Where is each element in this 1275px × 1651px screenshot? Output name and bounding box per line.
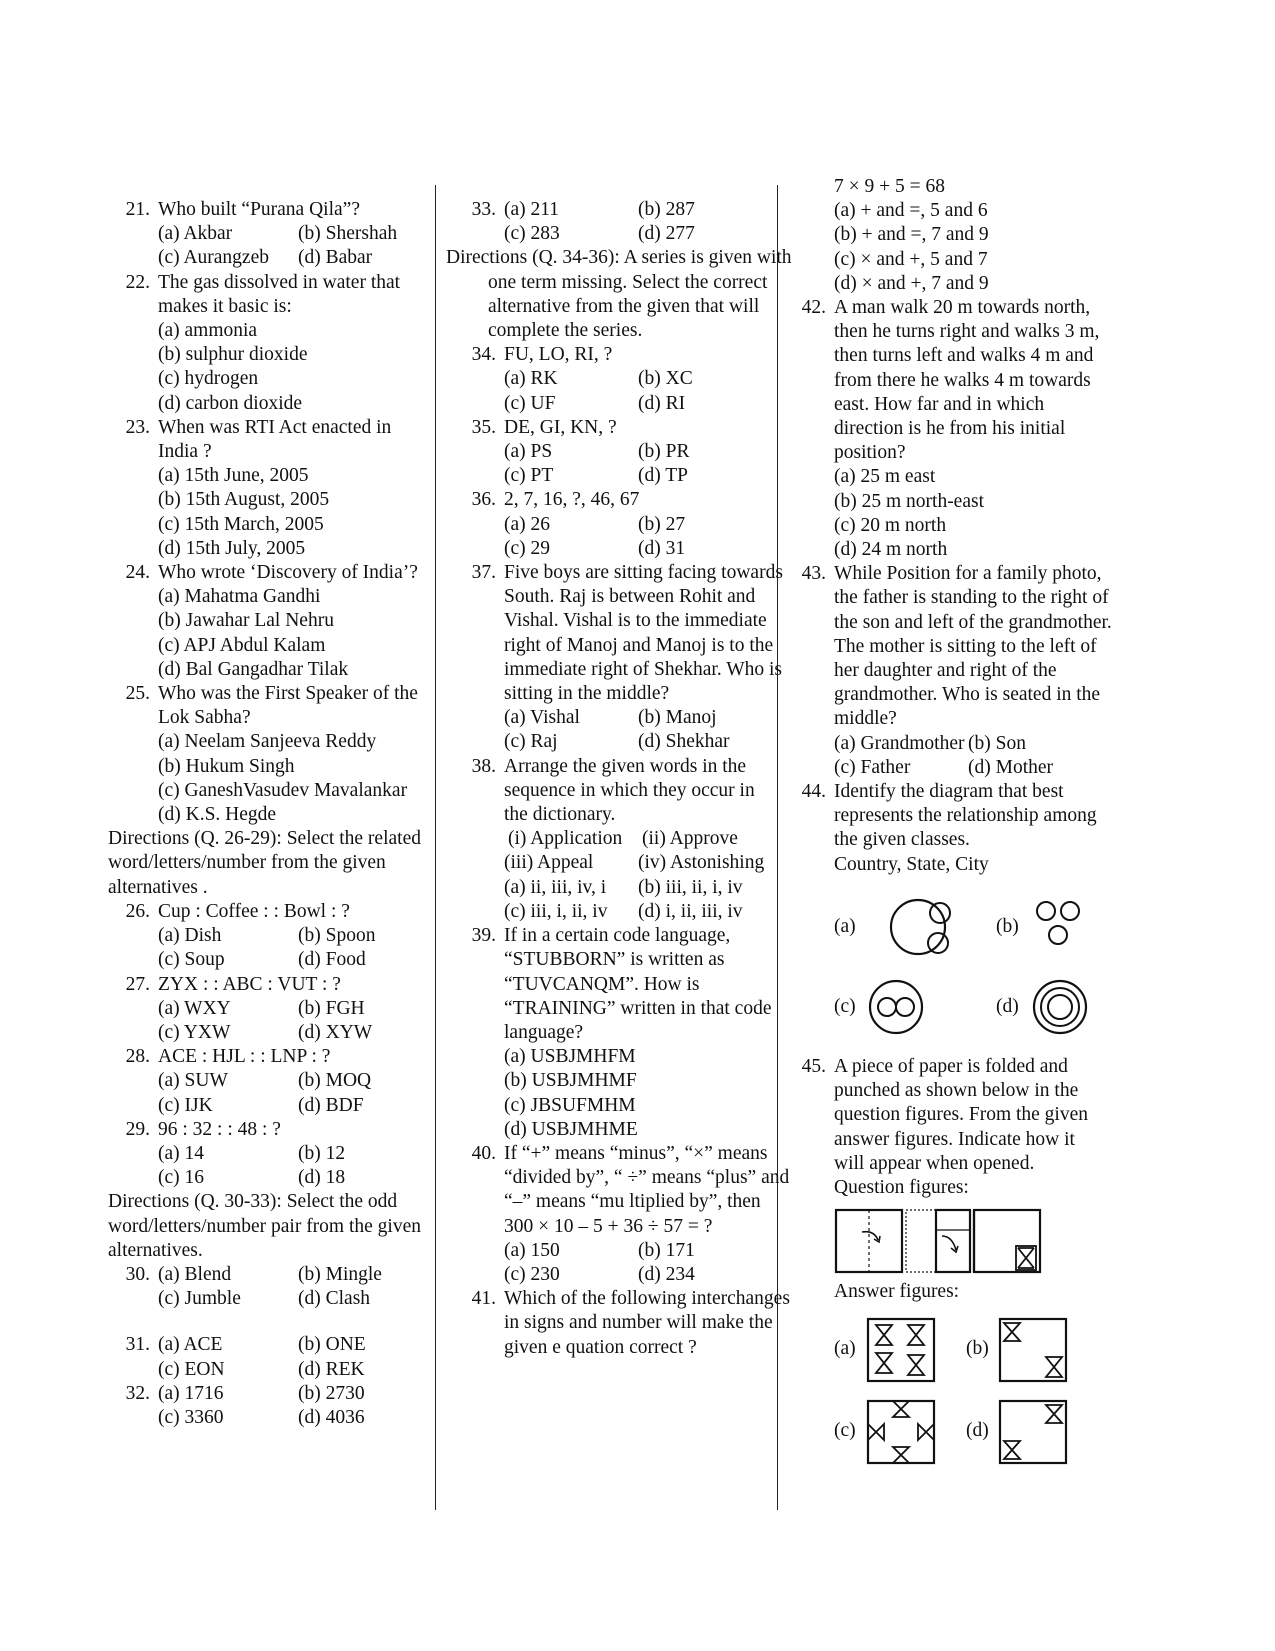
option-c: (c) GaneshVasudev Mavalankar (158, 779, 408, 801)
option-a: (a) USBJMHFM (504, 1046, 636, 1068)
option-b: (b) 287 (638, 199, 695, 220)
answer-label-d: (d) (966, 1420, 989, 1442)
diagram-label-d: (d) (996, 995, 1019, 1017)
option-a: (a) PS (504, 441, 553, 463)
option-c: (c) IJK (158, 1094, 213, 1116)
option-d: (d) Bal Gangadhar Tilak (158, 658, 349, 680)
answer-figure-a (866, 1313, 946, 1385)
question-38: 38. Arrange the given words in the sequence in which they occur in the dictionary. (i) Application (ii) Approve (iii) Appeal (iv) Astonishing (a) ii, iii, iv, i (b) iii, ii, i, iv (c) iii, i, ii, iv (d) i, ii, iii, iv (454, 755, 794, 924)
option-b: (b) USBJMHMF (504, 1070, 637, 1092)
venn-diagram-c (866, 969, 976, 1045)
option-d: (d) USBJMHME (504, 1118, 638, 1140)
option-c: (c) EON (158, 1358, 225, 1380)
option-d: (d) REK (298, 1358, 365, 1380)
option-a: (a) Vishal (504, 707, 580, 729)
question-41: 41. Which of the following interchanges in signs and number will make the given e quation correct ? (471, 1288, 790, 1358)
question-23: 23. When was RTI Act enacted in India ? (a) 15th June, 2005 (b) 15th August, 2005 (c) 15th March, 2005 (d) 15th July, 2005 (108, 416, 448, 561)
option-d: (d) Babar (298, 247, 373, 269)
option-b: (b) Shershah (298, 223, 398, 245)
option-b: (b) 2730 (298, 1382, 365, 1404)
question-30: 30. (a) Blend (b) Mingle (c) Jumble (d) Clash (108, 1263, 448, 1311)
question-figures (834, 1206, 1054, 1278)
option-a: (a) WXY (158, 997, 231, 1019)
option-a: (a) 1716 (158, 1382, 224, 1404)
option-a: (a) Akbar (158, 223, 233, 245)
option-b: (b) Son (968, 732, 1026, 754)
question-36: 36. 2, 7, 16, ?, 46, 67 (a) 26 (b) 27 (c) 29 (d) 31 (454, 488, 794, 561)
diagram-label-a: (a) (834, 915, 856, 937)
option-d: (d) 234 (638, 1263, 695, 1285)
equation: 7 × 9 + 5 = 68 (834, 176, 945, 197)
answer-figure-b (998, 1313, 1078, 1385)
venn-diagram-b (1028, 889, 1098, 965)
option-a: (a) SUW (158, 1070, 228, 1092)
option-a: (a) Neelam Sanjeeva Reddy (158, 731, 377, 753)
option-d: (d) 277 (638, 223, 695, 245)
answer-figure-c (866, 1395, 946, 1467)
option-a: (a) RK (504, 368, 558, 390)
option-c: (c) × and +, 5 and 7 (834, 248, 988, 270)
option-b: (b) XC (638, 368, 693, 390)
directions-26-29: Directions (Q. 26-29): Select the related word/letters/number from the given alternatives . (108, 828, 421, 898)
option-b: (b) MOQ (298, 1070, 372, 1092)
option-d: (d) 31 (638, 537, 686, 559)
answer-figure-d (998, 1395, 1078, 1467)
question-44: 44. Identify the diagram that best represents the relationship among the given classes. Country, State, City (a) (b) (c) (d) (790, 780, 1130, 1047)
option-b: (b) FGH (298, 997, 365, 1019)
option-c: (c) 29 (504, 537, 551, 559)
answer-figures-label: Answer figures: (834, 1281, 960, 1303)
question-42: 42. A man walk 20 m towards north, then he turns right and walks 3 m, then turns left and walks 4 m and from there he walks 4 m towards east. How far and in which direction is he from his initial position? (a) 25 m east (b) 25 m north-east (c) 20 m north (d) 24 m north (790, 296, 1130, 562)
option-b: (b) 12 (298, 1142, 346, 1164)
option-a: (a) Dish (158, 925, 222, 947)
question-figures-label: Question figures: (834, 1176, 969, 1198)
question-26: 26. Cup : Coffee : : Bowl : ? (a) Dish (b) Spoon (c) Soup (d) Food (108, 900, 448, 973)
option-c: (c) APJ Abdul Kalam (158, 634, 326, 656)
option-b: (b) Hukum Singh (158, 755, 295, 777)
question-35: 35. DE, GI, KN, ? (a) PS (b) PR (c) PT (d) TP (454, 416, 794, 489)
answer-label-b: (b) (966, 1338, 989, 1360)
option-d: (d) TP (638, 465, 689, 487)
option-c: (c) Father (834, 756, 911, 778)
option-b: (b) ONE (298, 1334, 366, 1356)
option-c: (c) JBSUFMHM (504, 1094, 636, 1116)
option-b: (b) Jawahar Lal Nehru (158, 610, 334, 632)
option-d: (d) × and +, 7 and 9 (834, 272, 989, 294)
question-39: 39. If in a certain code language, “STUBBORN” is written as “TUVCANQM”. How is “TRAINING” written in that code language? (a) USBJMHFM (b) USBJMHMF (c) JBSUFMHM (d) USBJMHME (454, 924, 794, 1142)
option-a: (a) Grandmother (834, 732, 965, 754)
option-c: (c) 3360 (158, 1406, 224, 1428)
option-b: (b) iii, ii, i, iv (638, 876, 743, 898)
option-b: (b) 25 m north-east (834, 490, 985, 512)
question-21: 21. Who built “Purana Qila”? (a) Akbar (b) Shershah (c) Aurangzeb (d) Babar (108, 198, 448, 271)
option-c: (c) Jumble (158, 1288, 241, 1310)
diagram-label-c: (c) (834, 995, 856, 1017)
option-a: (a) Mahatma Gandhi (158, 586, 321, 608)
word-iv: (iv) Astonishing (638, 852, 765, 874)
option-c: (c) UF (504, 392, 556, 414)
question-27: 27. ZYX : : ABC : VUT : ? (a) WXY (b) FGH (c) YXW (d) XYW (108, 973, 448, 1046)
question-31: 31. (a) ACE (b) ONE (c) EON (d) REK (108, 1333, 448, 1381)
word-i: (i) Application (508, 828, 623, 850)
option-a: (a) 14 (158, 1142, 205, 1164)
option-a: (a) 211 (504, 199, 560, 220)
option-b: (b) 27 (638, 513, 686, 535)
option-b: (b) 171 (638, 1239, 695, 1261)
word-ii: (ii) Approve (642, 828, 738, 850)
question-24: 24. Who wrote ‘Discovery of India’? (a) Mahatma Gandhi (b) Jawahar Lal Nehru (c) APJ Abdul Kalam (d) Bal Gangadhar Tilak (108, 561, 448, 682)
diagram-label-b: (b) (996, 915, 1019, 937)
question-37: 37. Five boys are sitting facing towards South. Raj is between Rohit and Vishal. Vishal is to the immediate right of Manoj and Manoj is to the immediate right of Shekhar. Who is sitting in the middle? (a) Vishal (b) Manoj (c) Raj (d) Shekhar (454, 561, 794, 755)
option-b: (b) sulphur dioxide (158, 344, 308, 366)
option-b: (b) Spoon (298, 925, 376, 947)
question-28: 28. ACE : HJL : : LNP : ? (a) SUW (b) MOQ (c) IJK (d) BDF (108, 1045, 448, 1118)
question-41-options (790, 199, 1130, 296)
option-d: (d) XYW (298, 1021, 373, 1043)
question-22: 22. The gas dissolved in water that makes it basic is: (a) ammonia (b) sulphur dioxide (c) hydrogen (d) carbon dioxide (108, 271, 448, 416)
question-43: 43. While Position for a family photo, the father is standing to the right of the son and left of the grandmother. The mother is sitting to the left of her daughter and right of the grandmother. Who is seated in the middle? (a) Grandmother (b) Son (c) Father (d) Mother (790, 562, 1130, 780)
option-d: (d) BDF (298, 1094, 364, 1116)
option-a: (a) ACE (158, 1334, 223, 1356)
question-25: 25. Who was the First Speaker of the Lok Sabha? (a) Neelam Sanjeeva Reddy (b) Hukum Singh (c) GaneshVasudev Mavalankar (d) K.S. Hegde (108, 682, 448, 827)
option-c: (c) 16 (158, 1167, 205, 1189)
directions-34-36: Directions (Q. 34-36): A series is given with one term missing. Select the correct alternative from the given that will complete the series. (446, 247, 792, 342)
question-34: 34. FU, LO, RI, ? (a) RK (b) XC (c) UF (d) RI (454, 343, 794, 416)
option-d: (d) Food (298, 949, 366, 971)
classes: Country, State, City (834, 853, 989, 875)
venn-diagram-d (1028, 969, 1098, 1045)
question-32: 32. (a) 1716 (b) 2730 (c) 3360 (d) 4036 (108, 1382, 448, 1430)
option-a: (a) 15th June, 2005 (158, 465, 309, 487)
option-a: (a) + and =, 5 and 6 (834, 200, 988, 222)
option-a: (a) 150 (504, 1239, 560, 1261)
question-45: 45. A piece of paper is folded and punched as shown below in the question figures. From the given answer figures. Indicate how it will appear when opened. Question figures: Answer figures: (a) (b) (c) (d) (790, 1055, 1130, 1472)
column-3 (790, 175, 1130, 1472)
option-c: (c) 20 m north (834, 514, 947, 536)
option-c: (c) 283 (504, 223, 560, 245)
option-c: (c) YXW (158, 1021, 231, 1043)
answer-label-a: (a) (834, 1338, 856, 1360)
option-b: (b) 15th August, 2005 (158, 489, 330, 511)
option-c: (c) Aurangzeb (158, 247, 269, 269)
option-d: (d) Clash (298, 1288, 371, 1310)
option-a: (a) 26 (504, 513, 551, 535)
option-d: (d) carbon dioxide (158, 392, 303, 414)
option-a: (a) Blend (158, 1263, 232, 1285)
option-c: (c) iii, i, ii, iv (504, 900, 608, 922)
option-d: (d) 4036 (298, 1406, 365, 1428)
option-b: (b) Manoj (638, 707, 717, 729)
option-b: (b) Mingle (298, 1263, 382, 1285)
option-b: (b) + and =, 7 and 9 (834, 224, 989, 246)
option-d: (d) Mother (968, 756, 1054, 778)
option-c: (c) Soup (158, 949, 225, 971)
venn-diagram-a (866, 889, 976, 965)
option-b: (b) PR (638, 441, 690, 463)
option-c: (c) 15th March, 2005 (158, 513, 324, 535)
option-c: (c) 230 (504, 1263, 560, 1285)
option-d: (d) RI (638, 392, 686, 414)
question-29: 29. 96 : 32 : : 48 : ? (a) 14 (b) 12 (c) 16 (d) 18 (108, 1118, 448, 1191)
option-c: (c) PT (504, 465, 554, 487)
word-iii: (iii) Appeal (504, 852, 594, 874)
option-a: (a) 25 m east (834, 466, 936, 488)
option-d: (d) 18 (298, 1167, 346, 1189)
option-d: (d) Shekhar (638, 731, 730, 753)
question-40: 40. If “+” means “minus”, “×” means “divided by”, “ ÷” means “plus” and “–” means “mu ltiplied by”, then 300 × 10 – 5 + 36 ÷ 57 = ? (a) 150 (b) 171 (c) 230 (d) 234 (454, 1142, 794, 1287)
option-d: (d) 15th July, 2005 (158, 537, 306, 559)
option-c: (c) hydrogen (158, 368, 259, 390)
option-a: (a) ii, iii, iv, i (504, 876, 607, 898)
answer-label-c: (c) (834, 1420, 856, 1442)
column-1 (108, 198, 448, 1430)
option-d: (d) K.S. Hegde (158, 804, 277, 826)
option-d: (d) 24 m north (834, 539, 948, 561)
question-33: 33. (a) 211 (b) 287 (c) 283 (d) 277 (454, 198, 794, 246)
directions-30-33: Directions (Q. 30-33): Select the odd word/letters/number pair from the given alternatives. (108, 1191, 421, 1261)
option-d: (d) i, ii, iii, iv (638, 900, 743, 922)
option-c: (c) Raj (504, 731, 558, 753)
column-2 (446, 198, 794, 1360)
option-a: (a) ammonia (158, 320, 258, 342)
